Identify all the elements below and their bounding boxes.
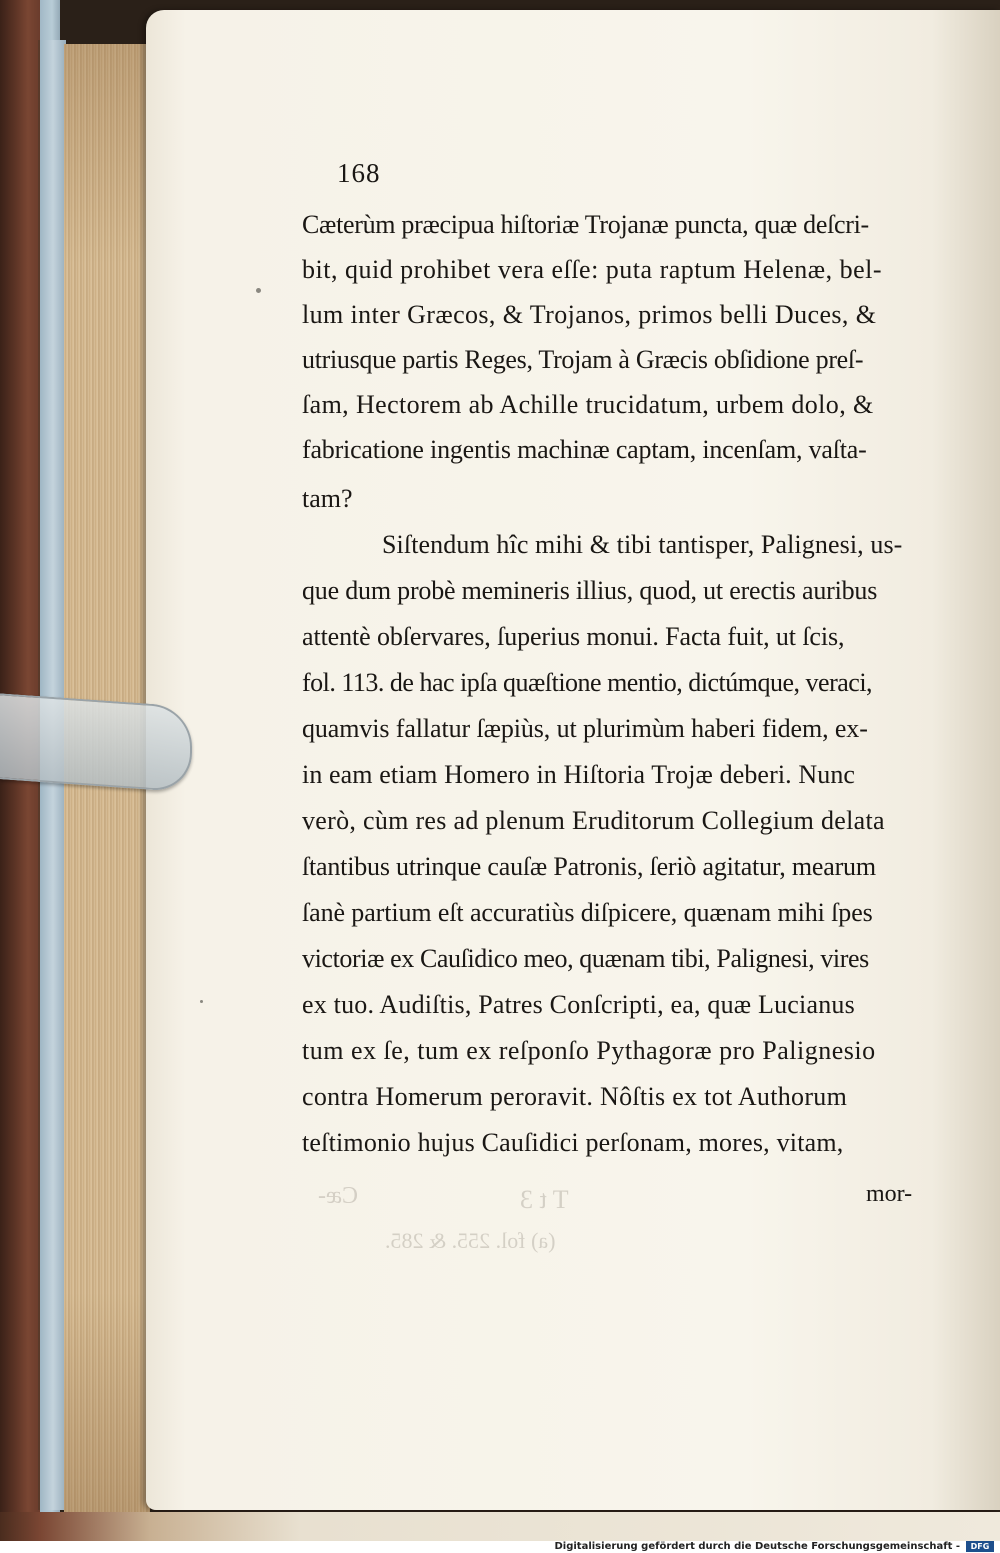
text-line: fol. 113. de hac ipſa quæſtione mentio, dictúmque, veraci, bbox=[302, 668, 873, 697]
text-line: ſanè partium eſt accuratiùs diſpicere, quænam mihi ſpes bbox=[302, 898, 873, 927]
text-line: bit, quid prohibet vera eſſe: puta raptum Helenæ, bel- bbox=[302, 255, 883, 284]
text-line: que dum probè memineris illius, quod, ut erectis auribus bbox=[302, 576, 878, 605]
text-line: utriusque partis Reges, Trojam à Græcis obſidione preſ- bbox=[302, 345, 864, 374]
text-line: attentè obſervares, ſuperius monui. Facta fuit, ut ſcis, bbox=[302, 622, 845, 651]
text-line: contra Homerum peroravit. Nôſtis ex tot Authorum bbox=[302, 1082, 848, 1111]
digitization-credit: Digitalisierung gefördert durch die Deutsche Forschungsgemeinschaft - bbox=[554, 1541, 960, 1552]
text-line: in eam etiam Homero in Hiſtoria Trojæ deberi. Nunc bbox=[302, 760, 856, 789]
text-line: tam? bbox=[302, 484, 353, 513]
text-line: tum ex ſe, tum ex reſponſo Pythagoræ pro Palignesio bbox=[302, 1036, 876, 1065]
text-line: ex tuo. Audiſtis, Patres Conſcripti, ea, quæ Lucianus bbox=[302, 990, 855, 1019]
text-line: lum inter Græcos, & Trojanos, primos belli Duces, & bbox=[302, 300, 877, 329]
text-line: fabricatione ingentis machinæ captam, incenſam, vaſta- bbox=[302, 435, 867, 464]
text-line: teſtimonio hujus Cauſidici perſonam, mores, vitam, bbox=[302, 1128, 844, 1157]
page-number: 168 bbox=[337, 158, 381, 188]
text-line: Cæterùm præcipua hiſtoriæ Trojanæ puncta, quæ deſcri- bbox=[302, 210, 869, 239]
text-line: verò, cùm res ad plenum Eruditorum Collegium delata bbox=[302, 806, 885, 835]
bleed-footnote: (a) fol. 255. & 285. bbox=[385, 1228, 556, 1253]
page-bottom-edge bbox=[0, 1512, 1000, 1541]
paper-speck bbox=[256, 288, 261, 293]
text-line: ſtantibus utrinque cauſæ Patronis, ſeriò agitatur, mearum bbox=[302, 852, 876, 881]
text-line: Siſtendum hîc mihi & tibi tantisper, Palignesi, us- bbox=[382, 530, 903, 559]
text-line: ſam, Hectorem ab Achille trucidatum, urbem dolo, & bbox=[302, 390, 874, 419]
catchword: mor- bbox=[866, 1181, 913, 1207]
bleed-catchword: Cæ- bbox=[318, 1183, 359, 1209]
bookmark-ribbon bbox=[0, 693, 192, 792]
dfg-logo: DFG bbox=[966, 1541, 994, 1552]
text-line: quamvis fallatur ſæpiùs, ut plurimùm haberi fidem, ex- bbox=[302, 714, 868, 743]
bleed-signature: T t 3 bbox=[520, 1185, 569, 1214]
text-line: victoriæ ex Cauſidico meo, quænam tibi, Palignesi, vires bbox=[302, 944, 869, 973]
paper-speck bbox=[200, 1000, 203, 1003]
